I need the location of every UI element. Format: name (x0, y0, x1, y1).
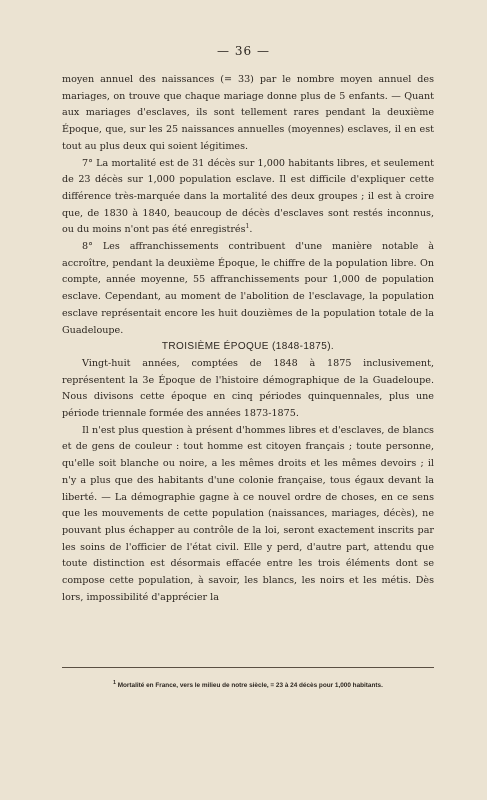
footnote-divider (62, 667, 434, 668)
footnote (62, 681, 434, 690)
paragraph-affranchissements: 8° Les affranchissements contribuent d'une manière notable à accroître, pendant la deuxième Époque, le chiffre de la population libre. On compte, année moyenne, 55 affranchissements pour 1,000 de population esclave. Cependant, au moment de l'abolition de l'esclavage, la population esclave représentait encore les huit douzièmes de la population totale de la Guadeloupe. (62, 241, 434, 336)
section-heading: TROISIÈME ÉPOQUE (1848-1875). (161, 341, 335, 353)
paragraph-mortality: 7° La mortalité est de 31 décès sur 1,000 habitants libres, et seulement de 23 décès sur 1,000 population esclave. Il est difficile d'expliquer cette différence très-marquée dans la mortalité des deux groupes ; il est à croire que, de 1830 à 1840, beaucoup de décès d'esclaves sont restés inconnus, ou du moins n'ont pas été enregistrés$^1$. (62, 157, 434, 236)
body-text (62, 72, 434, 607)
paragraph-continued: moyen annuel des naissances (= 33) par le nombre moyen annuel des mariages, on trouve que chaque mariage donne plus de 5 enfants. — Quant aux mariages d'esclaves, ils sont tellement rares pendant la deuxième Époque, que, sur les 25 naissances annuelles (moyennes) esclaves, il en est tout au plus deux qui soient légitimes. (62, 74, 434, 152)
page-number: — 36 — (217, 44, 270, 58)
footnote-text: Mortalité en France, vers le milieu de notre siècle, = 23 à 24 décès pour 1,000 habitants. (117, 682, 383, 689)
footnote-marker: 1 (113, 679, 116, 686)
paragraph-third-epoch-intro: Vingt-huit années, comptées de 1848 à 1875 inclusivement, représentent la 3e Époque de l'histoire démographique de la Guadeloupe. Nous divisons cette époque en cinq périodes quinquennales, plus une période triennale formée des années 1873-1875. (62, 357, 434, 420)
paragraph-citizenship: Il n'est plus question à présent d'hommes libres et d'esclaves, de blancs et de gens de couleur : tout homme est citoyen français ; toute personne, qu'elle soit blanche ou noire, a les mêmes droits et les mêmes devoirs ; il n'y a plus que des habitants d'une colonie française, tous égaux devant la liberté. — La démographie gagne à ce nouvel ordre de choses, en ce sens que les mouvements de cette population (naissances, mariages, décès), ne pouvant plus échapper au contrôle de la loi, seront exactement inscrits par les soins de l'officier de l'état civil. Elle y perd, d'autre part, attendu que toute distinction est désormais effacée entre les trois éléments dont se compose cette population, à savoir, les blancs, les noirs et les métis. Dès lors, impossibilité d'apprécier la (62, 424, 434, 603)
paragraph-mortality-text: 7° La mortalité est de 31 décès sur 1,000 habitants libres, et seulement de 23 décès sur 1,000 population esclave. Il est difficile d'expliquer cette différence très-marquée dans la mortalité des deux groupes ; il est à croire que, de 1830 à 1840, beaucoup de décès d'esclaves sont restés inconnus, ou du moins n'ont pas été enregistrés (62, 157, 434, 236)
footnote-reference: 1 (245, 223, 250, 231)
